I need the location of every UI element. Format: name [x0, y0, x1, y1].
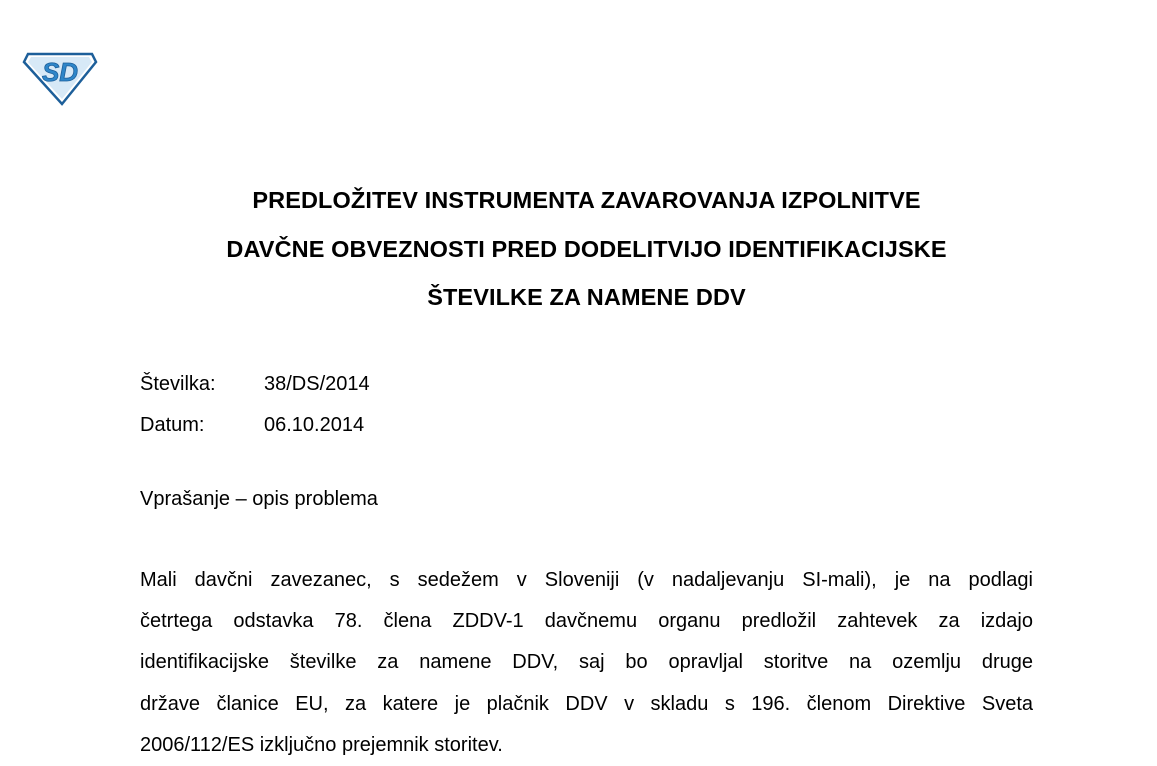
body-line-5: 2006/112/ES izključno prejemnik storitev.	[140, 733, 503, 756]
date-label: Datum:	[140, 413, 205, 436]
body-line-2: četrtega odstavka 78. člena ZDDV-1 davčnemu organu predložil zahtevek za izdajo	[140, 610, 1033, 633]
title-line-3: ŠTEVILKE ZA NAMENE DDV	[427, 284, 746, 310]
number-value: 38/DS/2014	[264, 373, 370, 395]
meta-row-date	[140, 405, 370, 446]
section-heading: Vprašanje – opis problema	[140, 488, 378, 510]
company-logo	[22, 48, 98, 106]
body-line-1: Mali davčni zavezanec, s sedežem v Sloveniji (v nadaljevanju SI-mali), je na podlagi	[140, 569, 1033, 591]
date-value: 06.10.2014	[264, 413, 365, 436]
body-line-3: identifikacijske številke za namene DDV, saj bo opravljal storitve na ozemlju druge	[140, 651, 1033, 674]
document-meta	[140, 364, 370, 445]
meta-row-number	[140, 364, 370, 405]
body-paragraph	[140, 560, 1033, 766]
title-line-2: DAVČNE OBVEZNOSTI PRED DODELITVIJO IDENTIFIKACIJSKE	[226, 235, 947, 262]
document-title	[140, 176, 1033, 322]
logo-monogram: SD	[41, 57, 79, 87]
body-line-4: države članice EU, za katere je plačnik DDV v skladu s 196. členom Direktive Sveta	[140, 692, 1033, 715]
number-label: Številka:	[140, 373, 216, 395]
title-line-1: PREDLOŽITEV INSTRUMENTA ZAVAROVANJA IZPOLNITVE	[252, 187, 921, 213]
